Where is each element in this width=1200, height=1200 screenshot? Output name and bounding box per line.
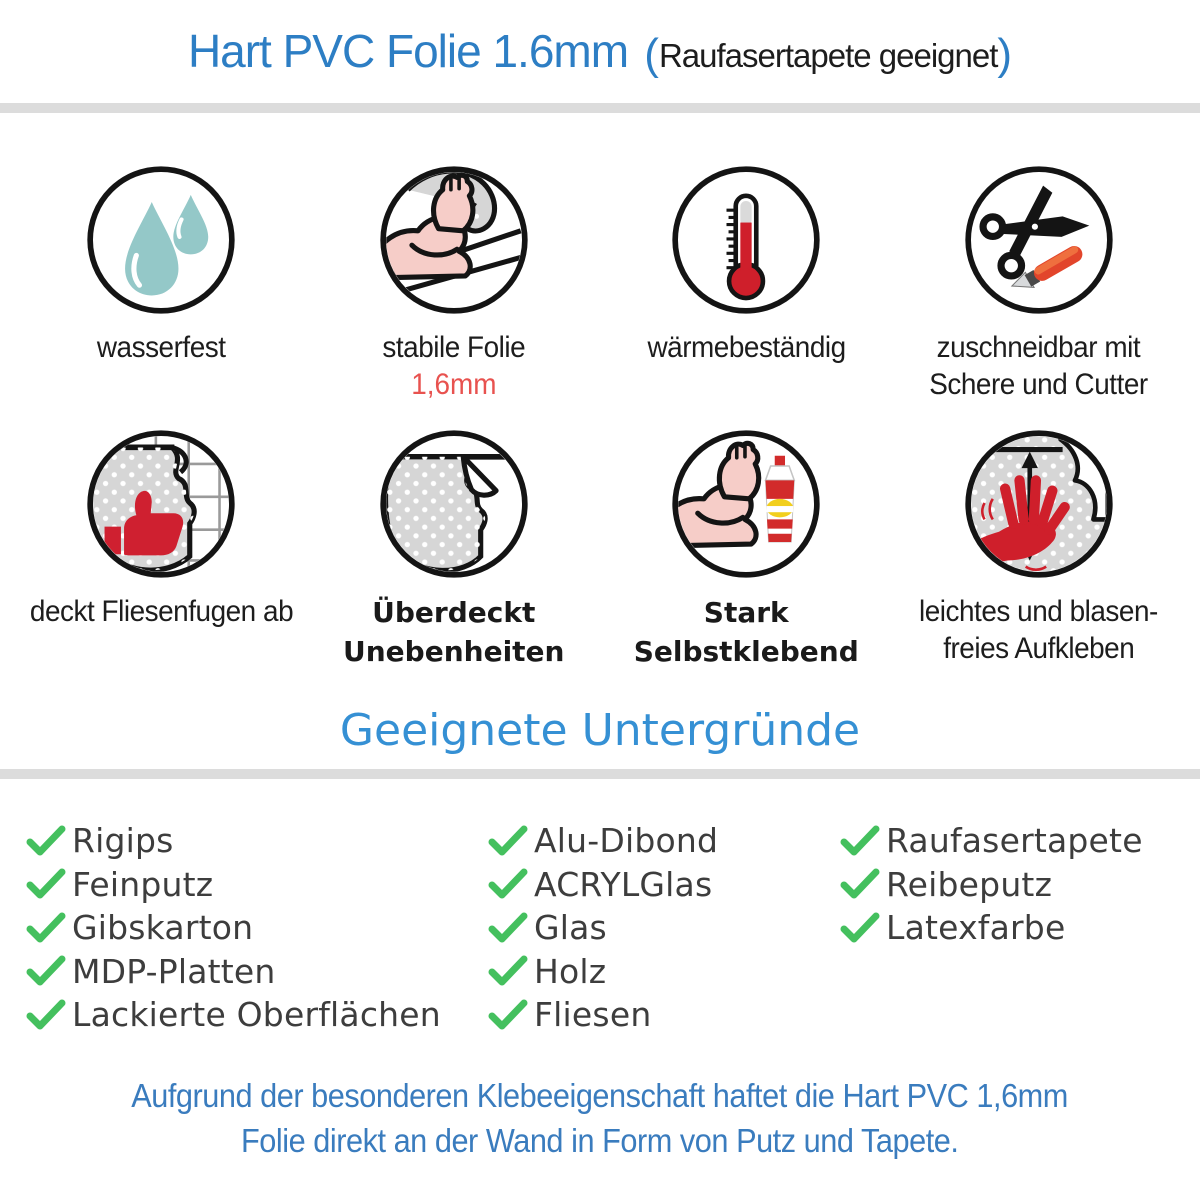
surfaces-heading: Geeignete Untergründe <box>339 705 861 756</box>
feature-zuschneidbar <box>893 163 1186 403</box>
scissors-cutter-icon <box>962 163 1116 317</box>
check-icon <box>26 999 72 1031</box>
check-icon <box>840 868 886 900</box>
surface-item: Fliesen <box>488 993 840 1037</box>
surfaces-column-3 <box>840 819 1200 1037</box>
surface-item: Lackierte Oberflächen <box>26 993 488 1037</box>
surface-item: Glas <box>488 906 840 950</box>
footer-line-1: Aufgrund der besonderen Klebeeigenschaft haftet die Hart PVC 1,6mm <box>131 1076 1069 1114</box>
surface-item: MDP-Platten <box>26 950 488 994</box>
feature-label: leichtes und blasen- freies Aufkleben <box>919 595 1159 665</box>
feature-stabile-folie <box>308 163 601 403</box>
hand-press-icon <box>962 427 1116 581</box>
thickness-label: 1,6mm <box>411 368 497 401</box>
surfaces-checklist <box>26 819 1200 1037</box>
check-icon <box>26 955 72 987</box>
check-icon <box>840 912 886 944</box>
surface-item: Holz <box>488 950 840 994</box>
feature-fliesenfugen <box>15 427 308 671</box>
feature-aufkleben <box>893 427 1186 671</box>
feature-label: wasserfest <box>96 331 226 364</box>
divider-bar <box>0 769 1200 779</box>
check-icon <box>840 825 886 857</box>
footer-note <box>0 1073 1200 1163</box>
feature-grid <box>15 163 1185 671</box>
check-icon <box>26 868 72 900</box>
feature-label: Stark Selbstklebend <box>633 596 859 668</box>
surface-item: Reibeputz <box>840 863 1200 907</box>
check-icon <box>26 825 72 857</box>
surface-item: Feinputz <box>26 863 488 907</box>
check-icon <box>488 912 534 944</box>
title-paren-open: ( <box>644 30 659 79</box>
feature-label: Überdeckt Unebenheiten <box>343 596 565 668</box>
feature-wasserfest <box>15 163 308 403</box>
surface-item: Latexfarbe <box>840 906 1200 950</box>
surfaces-column-2 <box>488 819 840 1037</box>
page-title <box>0 0 1200 103</box>
feature-waermebestaendig <box>600 163 893 403</box>
muscle-foil-icon <box>377 163 531 317</box>
check-icon <box>488 999 534 1031</box>
feature-label: zuschneidbar mit Schere und Cutter <box>929 331 1149 401</box>
dotted-foil-icon <box>377 427 531 581</box>
glue-arm-icon <box>669 427 823 581</box>
surface-item: Rigips <box>26 819 488 863</box>
divider-bar <box>0 103 1200 113</box>
surface-item: Gibskarton <box>26 906 488 950</box>
title-paren-close: ) <box>997 30 1013 79</box>
surface-item: Alu-Dibond <box>488 819 840 863</box>
water-drops-icon <box>84 163 238 317</box>
check-icon <box>488 955 534 987</box>
feature-unebenheiten <box>308 427 601 671</box>
check-icon <box>488 868 534 900</box>
check-icon <box>488 825 534 857</box>
feature-selbstklebend <box>600 427 893 671</box>
surface-item: Raufasertapete <box>840 819 1200 863</box>
title-main: Hart PVC Folie 1.6mm <box>187 25 629 77</box>
surface-item: ACRYLGlas <box>488 863 840 907</box>
thermometer-icon <box>669 163 823 317</box>
check-icon <box>26 912 72 944</box>
feature-label: stabile Folie <box>382 331 526 364</box>
title-paren-text: Raufasertapete geeignet <box>658 37 998 74</box>
footer-line-2: Folie direkt an der Wand in Form von Putz und Tapete. <box>241 1121 959 1159</box>
feature-label: wärmebeständig <box>647 331 846 364</box>
feature-label: deckt Fliesenfugen ab <box>29 595 293 628</box>
surfaces-column-1 <box>26 819 488 1037</box>
tile-thumb-icon <box>84 427 238 581</box>
